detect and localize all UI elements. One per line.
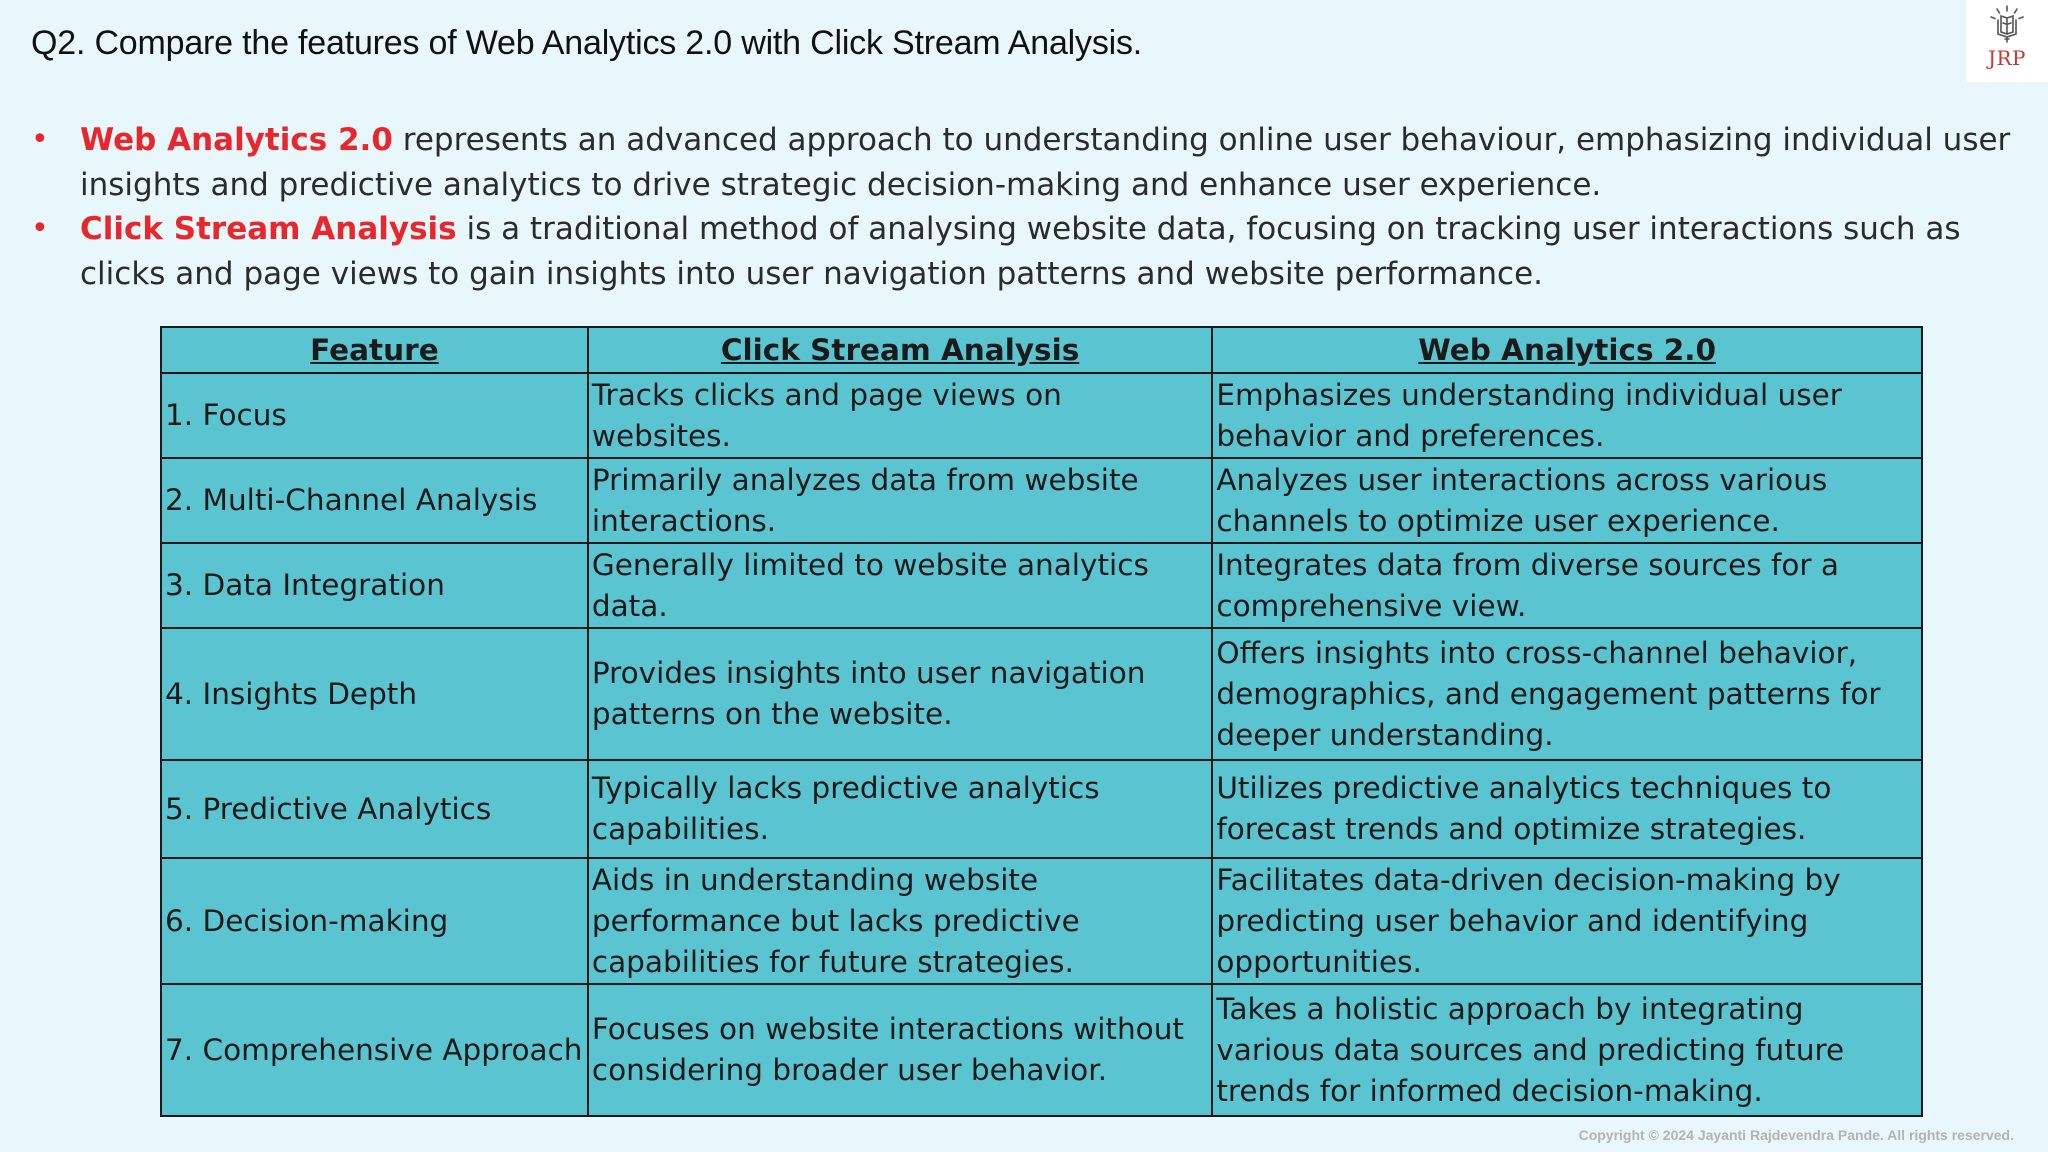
bullet-web-analytics [31, 118, 2036, 207]
feature-cell: 5. Predictive Analytics [161, 760, 588, 858]
web-analytics-cell: Facilitates data-driven decision-making by predicting user behavior and identifying opportunities. [1212, 858, 1922, 984]
click-stream-cell: Primarily analyzes data from website interactions. [588, 458, 1212, 543]
click-stream-cell: Focuses on website interactions without considering broader user behavior. [588, 984, 1212, 1116]
click-stream-cell: Provides insights into user navigation patterns on the website. [588, 628, 1212, 760]
book-lamp-icon [1985, 4, 2029, 46]
web-analytics-cell: Takes a holistic approach by integrating various data sources and predicting future trends for informed decision-making. [1212, 984, 1922, 1116]
intro-bullets [31, 118, 2036, 296]
bullet-marker: • [31, 122, 49, 157]
jrp-logo [1966, 0, 2048, 82]
feature-cell: 4. Insights Depth [161, 628, 588, 760]
table-header-row [161, 327, 1922, 373]
web-analytics-cell: Emphasizes understanding individual user behavior and preferences. [1212, 373, 1922, 458]
click-stream-cell: Tracks clicks and page views on websites. [588, 373, 1212, 458]
table-row [161, 760, 1922, 858]
web-analytics-cell: Integrates data from diverse sources for a comprehensive view. [1212, 543, 1922, 628]
header-feature: Feature [161, 327, 588, 373]
web-analytics-cell: Analyzes user interactions across various channels to optimize user experience. [1212, 458, 1922, 543]
bullet-text: is a traditional method of analysing website data, focusing on tracking user interactions such as clicks and page views to gain insights into user navigation patterns and website performance. [80, 211, 1961, 292]
header-web-analytics: Web Analytics 2.0 [1212, 327, 1922, 373]
click-stream-cell: Typically lacks predictive analytics capabilities. [588, 760, 1212, 858]
bullet-marker: • [31, 211, 49, 246]
feature-cell: 3. Data Integration [161, 543, 588, 628]
table-row [161, 458, 1922, 543]
table-row [161, 628, 1922, 760]
header-click-stream: Click Stream Analysis [588, 327, 1212, 373]
feature-cell: 7. Comprehensive Approach [161, 984, 588, 1116]
table-row [161, 543, 1922, 628]
bullet-text: represents an advanced approach to understanding online user behaviour, emphasizing individual user insights and predictive analytics to drive strategic decision-making and enhance user experience. [80, 122, 2011, 203]
logo-text: JRP [1987, 46, 2027, 70]
bullet-highlight: Web Analytics 2.0 [80, 122, 393, 158]
table-row [161, 858, 1922, 984]
comparison-table [160, 326, 1923, 1117]
feature-cell: 1. Focus [161, 373, 588, 458]
slide-title: Q2. Compare the features of Web Analytics 2.0 with Click Stream Analysis. [31, 24, 1143, 62]
web-analytics-cell: Offers insights into cross-channel behavior, demographics, and engagement patterns for deeper understanding. [1212, 628, 1922, 760]
table-row [161, 373, 1922, 458]
table-row [161, 984, 1922, 1116]
bullet-highlight: Click Stream Analysis [80, 211, 457, 247]
bullet-click-stream [31, 207, 2036, 296]
feature-cell: 2. Multi-Channel Analysis [161, 458, 588, 543]
web-analytics-cell: Utilizes predictive analytics techniques to forecast trends and optimize strategies. [1212, 760, 1922, 858]
feature-cell: 6. Decision-making [161, 858, 588, 984]
copyright-notice: Copyright © 2024 Jayanti Rajdevendra Pande. All rights reserved. [1578, 1127, 2014, 1143]
click-stream-cell: Aids in understanding website performance but lacks predictive capabilities for future strategies. [588, 858, 1212, 984]
click-stream-cell: Generally limited to website analytics data. [588, 543, 1212, 628]
